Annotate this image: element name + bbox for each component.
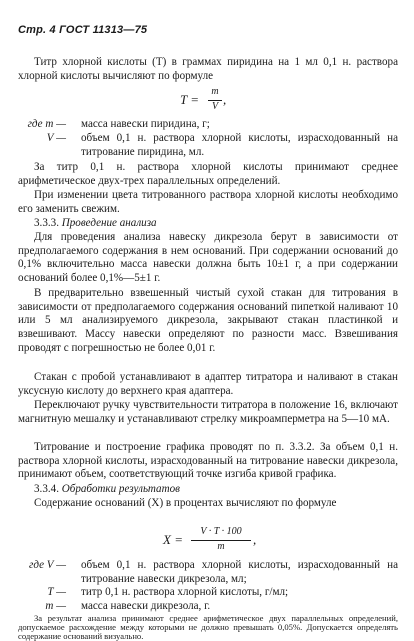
- paragraph-titer-replace: При изменении цвета титрованного раствора хлорной кислоты необходимо его заменить свежим.: [18, 189, 398, 215]
- where-text: масса навески дикрезола, г.: [81, 600, 211, 612]
- where-row: [18, 118, 398, 132]
- paragraph-titration: Титрование и построение графика проводят по п. 3.3.2. За объем 0,1 н. раствора хлорной кислоты, израсходованный на титрование навески дикрезола, принимают объем, соответствующий точке изгиба кривой графика.: [18, 441, 398, 481]
- where-row: [18, 586, 398, 600]
- section-title: Проведение анализа: [61, 217, 157, 229]
- where-row: [18, 600, 398, 614]
- section-number: 3.3.3.: [34, 217, 59, 229]
- paragraph-sample-mass: Для проведения анализа навеску дикрезола берут в зависимости от предполагаемого содержания в нем оснований. При содержании оснований до 0,1% включительно масса навески должна быть 10±1 г, а при содержании оснований более 0,1%—5±1 г.: [18, 231, 398, 285]
- paragraph-titer-average: За титр 0,1 н. раствора хлорной кислоты принимают среднее арифметическое двух-трех параллельных определений.: [18, 161, 398, 187]
- section-heading-3-3-4: [34, 483, 180, 497]
- visual-note: Допускается определять содержание оснований визуально.: [18, 622, 398, 641]
- formula-lhs: T =: [180, 92, 200, 107]
- formula-lhs: X =: [163, 532, 183, 547]
- formula-denominator: V: [211, 101, 219, 112]
- where-symbol: T —: [47, 586, 66, 598]
- where-text: объем 0,1 н. раствора хлорной кислоты, израсходованный на титрование пиридина, мл.: [81, 132, 398, 158]
- where-symbol: где V —: [29, 559, 66, 571]
- formula-comma: ,: [223, 92, 227, 107]
- where-text: объем 0,1 н. раствора хлорной кислоты, израсходованный на титрование навески дикрезола, мл;: [81, 559, 398, 585]
- section-title: Обработки результатов: [61, 483, 180, 495]
- where-text: титр 0,1 н. раствора хлорной кислоты, г/мл;: [81, 586, 289, 598]
- section-heading-3-3-3: [34, 217, 157, 231]
- where-text: масса навески пиридина, г;: [81, 118, 210, 130]
- formula-comma: ,: [253, 532, 257, 547]
- paragraph-weighing: В предварительно взвешенный чистый сухой стакан для титрования в зависимости от предполагаемого содержания оснований пипеткой наливают 10 или 5 мл анализируемого дикрезола, закрывают стакан пластинкой и взвешивают. Массу навески определяют по разности масс. Взвешивания проводят с погрешностью не более 0,01 г.: [18, 287, 398, 354]
- formula-numerator: m: [211, 86, 219, 97]
- result-text: За результат анализа принимают среднее арифметическое двух параллельных определений, допускаемое расхождение между которыми не должно превышать 0,05%.: [18, 613, 398, 632]
- paragraph-formula-intro: Содержание оснований (X) в процентах вычисляют по формуле: [34, 497, 337, 509]
- paragraph-result: [18, 614, 398, 641]
- formula-denominator: m: [217, 541, 225, 552]
- paragraph-titer-intro: Титр хлорной кислоты (T) в граммах пиридина на 1 мл 0,1 н. раствора хлорной кислоты вычисляют по формуле: [18, 56, 398, 82]
- where-row: [18, 559, 398, 585]
- formula-numerator: V · T · 100: [200, 526, 242, 537]
- page-header: Стр. 4 ГОСТ 11313—75: [18, 24, 148, 36]
- where-symbol: m —: [45, 600, 66, 612]
- where-symbol: V —: [46, 132, 66, 144]
- section-number: 3.3.4.: [34, 483, 59, 495]
- paragraph-adapter: Стакан с пробой устанавливают в адаптер титратора и наливают в стакан уксусную кислоту до верхнего края адаптера.: [18, 371, 398, 397]
- where-symbol: где m —: [27, 118, 66, 130]
- paragraph-switch: Переключают ручку чувствительности титратора в положение 16, включают магнитную мешалку и устанавливают стрелку микроамперметра на 5—10 мА.: [18, 399, 398, 425]
- where-row: [18, 132, 398, 158]
